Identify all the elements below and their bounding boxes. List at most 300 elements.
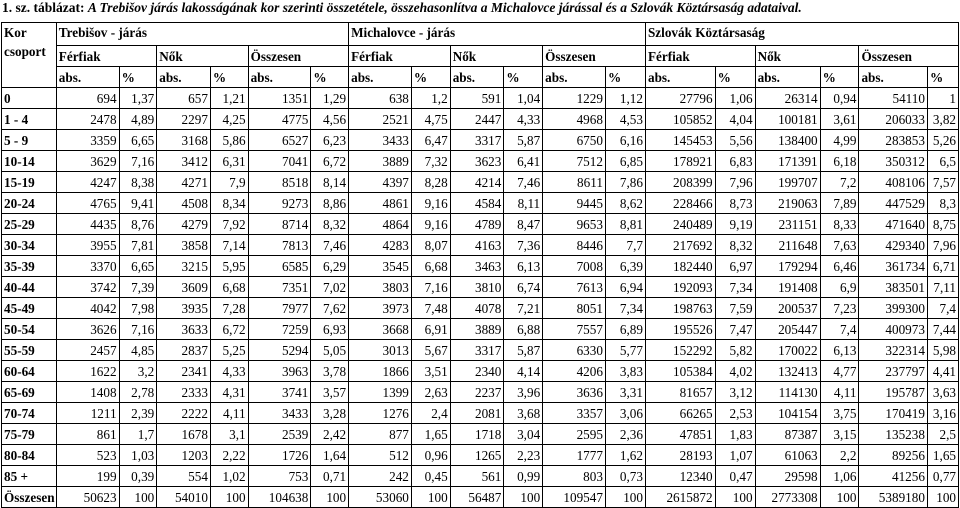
table-row bbox=[2, 487, 959, 508]
abs-header: abs. bbox=[248, 67, 311, 88]
percent-cell: 8,14 bbox=[311, 172, 349, 193]
percent-cell: 2,42 bbox=[311, 424, 349, 445]
abs-cell: 199707 bbox=[755, 172, 820, 193]
percent-cell: 100 bbox=[311, 487, 349, 508]
percent-cell: 7,98 bbox=[119, 298, 157, 319]
percent-cell: 6,13 bbox=[504, 256, 543, 277]
abs-cell: 240489 bbox=[645, 214, 715, 235]
abs-header: abs. bbox=[450, 67, 504, 88]
abs-cell: 3623 bbox=[450, 151, 504, 172]
abs-cell: 145453 bbox=[645, 130, 715, 151]
abs-cell: 2478 bbox=[56, 109, 119, 130]
table-row bbox=[2, 214, 959, 235]
abs-cell: 231151 bbox=[755, 214, 820, 235]
age-group-label: 5 - 9 bbox=[2, 130, 57, 151]
percent-cell: 2,78 bbox=[119, 382, 157, 403]
abs-cell: 5294 bbox=[248, 340, 311, 361]
percent-cell: 8,62 bbox=[605, 193, 645, 214]
abs-cell: 242 bbox=[349, 466, 412, 487]
percent-cell: 9,19 bbox=[715, 214, 755, 235]
percent-cell: 6,9 bbox=[820, 277, 859, 298]
abs-cell: 8051 bbox=[543, 298, 606, 319]
age-group-label: 80-84 bbox=[2, 445, 57, 466]
abs-cell: 195787 bbox=[859, 382, 928, 403]
abs-cell: 54110 bbox=[859, 88, 928, 109]
abs-cell: 6527 bbox=[248, 130, 311, 151]
abs-cell: 4765 bbox=[56, 193, 119, 214]
abs-cell: 7977 bbox=[248, 298, 311, 319]
abs-cell: 237797 bbox=[859, 361, 928, 382]
abs-cell: 7512 bbox=[543, 151, 606, 172]
abs-cell: 1408 bbox=[56, 382, 119, 403]
abs-cell: 191408 bbox=[755, 277, 820, 298]
percent-cell: 6,31 bbox=[210, 151, 248, 172]
group-header: Nők bbox=[450, 46, 542, 67]
percent-cell: 7,62 bbox=[311, 298, 349, 319]
abs-cell: 89256 bbox=[859, 445, 928, 466]
percent-cell: 100 bbox=[119, 487, 157, 508]
percent-cell: 7,9 bbox=[210, 172, 248, 193]
abs-cell: 195526 bbox=[645, 319, 715, 340]
percent-cell: 7,02 bbox=[311, 277, 349, 298]
percent-cell: 4,31 bbox=[210, 382, 248, 403]
percent-cell: 0,77 bbox=[927, 466, 958, 487]
abs-cell: 7557 bbox=[543, 319, 606, 340]
percent-cell: 4,77 bbox=[820, 361, 859, 382]
abs-cell: 1726 bbox=[248, 445, 311, 466]
table-body bbox=[2, 88, 959, 508]
percent-cell: 3,63 bbox=[927, 382, 958, 403]
age-group-label: 40-44 bbox=[2, 277, 57, 298]
table-row bbox=[2, 130, 959, 151]
abs-cell: 657 bbox=[157, 88, 211, 109]
table-row bbox=[2, 403, 959, 424]
abs-cell: 2595 bbox=[543, 424, 606, 445]
age-group-label: 0 bbox=[2, 88, 57, 109]
percent-cell: 6,83 bbox=[715, 151, 755, 172]
abs-cell: 3317 bbox=[450, 340, 504, 361]
abs-cell: 171391 bbox=[755, 151, 820, 172]
age-group-label: 25-29 bbox=[2, 214, 57, 235]
abs-cell: 198763 bbox=[645, 298, 715, 319]
percent-cell: 1,62 bbox=[605, 445, 645, 466]
group-header: Összesen bbox=[543, 46, 646, 67]
abs-cell: 53060 bbox=[349, 487, 412, 508]
table-row bbox=[2, 340, 959, 361]
abs-cell: 1718 bbox=[450, 424, 504, 445]
percent-cell: 3,57 bbox=[311, 382, 349, 403]
abs-cell: 217692 bbox=[645, 235, 715, 256]
abs-cell: 3742 bbox=[56, 277, 119, 298]
percent-cell: 6,65 bbox=[119, 256, 157, 277]
abs-cell: 638 bbox=[349, 88, 412, 109]
abs-cell: 861 bbox=[56, 424, 119, 445]
abs-cell: 4435 bbox=[56, 214, 119, 235]
abs-cell: 1276 bbox=[349, 403, 412, 424]
percent-header: % bbox=[119, 67, 157, 88]
percent-cell: 0,71 bbox=[311, 466, 349, 487]
abs-cell: 7613 bbox=[543, 277, 606, 298]
group-header: Férfiak bbox=[645, 46, 755, 67]
abs-cell: 4864 bbox=[349, 214, 412, 235]
abs-cell: 152292 bbox=[645, 340, 715, 361]
table-row bbox=[2, 361, 959, 382]
percent-cell: 8,76 bbox=[119, 214, 157, 235]
region-header-trebisov: Trebišov - járás bbox=[56, 23, 348, 46]
percent-cell: 100 bbox=[820, 487, 859, 508]
percent-cell: 5,95 bbox=[210, 256, 248, 277]
percent-cell: 5,56 bbox=[715, 130, 755, 151]
age-group-label: 35-39 bbox=[2, 256, 57, 277]
age-group-label: 30-34 bbox=[2, 235, 57, 256]
abs-cell: 512 bbox=[349, 445, 412, 466]
abs-cell: 2837 bbox=[157, 340, 211, 361]
population-table bbox=[1, 22, 959, 508]
caption-text: A Trebišov járás lakosságának kor szerinti összetétele, összehasonlítva a Michalovce járással és a Szlovák Köztársaság adataival. bbox=[87, 0, 802, 15]
abs-cell: 1229 bbox=[543, 88, 606, 109]
percent-cell: 4,53 bbox=[605, 109, 645, 130]
abs-cell: 2521 bbox=[349, 109, 412, 130]
abs-cell: 1265 bbox=[450, 445, 504, 466]
percent-cell: 5,77 bbox=[605, 340, 645, 361]
abs-cell: 3668 bbox=[349, 319, 412, 340]
caption-number: 1. sz. táblázat: bbox=[2, 0, 85, 15]
percent-header: % bbox=[411, 67, 450, 88]
age-group-label: 45-49 bbox=[2, 298, 57, 319]
abs-cell: 1399 bbox=[349, 382, 412, 403]
abs-cell: 2340 bbox=[450, 361, 504, 382]
percent-cell: 6,23 bbox=[311, 130, 349, 151]
percent-header: % bbox=[605, 67, 645, 88]
abs-cell: 61063 bbox=[755, 445, 820, 466]
percent-cell: 8,28 bbox=[411, 172, 450, 193]
percent-cell: 7,16 bbox=[119, 151, 157, 172]
abs-cell: 523 bbox=[56, 445, 119, 466]
percent-cell: 4,25 bbox=[210, 109, 248, 130]
percent-cell: 3,28 bbox=[311, 403, 349, 424]
abs-cell: 219063 bbox=[755, 193, 820, 214]
percent-cell: 4,33 bbox=[210, 361, 248, 382]
percent-cell: 3,2 bbox=[119, 361, 157, 382]
abs-cell: 753 bbox=[248, 466, 311, 487]
percent-cell: 7,59 bbox=[715, 298, 755, 319]
percent-cell: 8,81 bbox=[605, 214, 645, 235]
abs-cell: 3626 bbox=[56, 319, 119, 340]
percent-cell: 2,63 bbox=[411, 382, 450, 403]
percent-cell: 5,25 bbox=[210, 340, 248, 361]
percent-cell: 6,74 bbox=[504, 277, 543, 298]
percent-cell: 7,14 bbox=[210, 235, 248, 256]
abs-header: abs. bbox=[543, 67, 606, 88]
abs-cell: 471640 bbox=[859, 214, 928, 235]
abs-cell: 104154 bbox=[755, 403, 820, 424]
percent-cell: 6,94 bbox=[605, 277, 645, 298]
percent-cell: 4,89 bbox=[119, 109, 157, 130]
percent-cell: 7,63 bbox=[820, 235, 859, 256]
percent-cell: 6,85 bbox=[605, 151, 645, 172]
percent-cell: 7,7 bbox=[605, 235, 645, 256]
percent-cell: 6,72 bbox=[210, 319, 248, 340]
percent-cell: 4,04 bbox=[715, 109, 755, 130]
percent-cell: 3,78 bbox=[311, 361, 349, 382]
abs-cell: 3609 bbox=[157, 277, 211, 298]
abs-cell: 3803 bbox=[349, 277, 412, 298]
abs-cell: 3317 bbox=[450, 130, 504, 151]
percent-cell: 8,86 bbox=[311, 193, 349, 214]
abs-cell: 1351 bbox=[248, 88, 311, 109]
abs-cell: 4789 bbox=[450, 214, 504, 235]
percent-cell: 6,72 bbox=[311, 151, 349, 172]
percent-cell: 5,67 bbox=[411, 340, 450, 361]
percent-cell: 7,81 bbox=[119, 235, 157, 256]
abs-cell: 2222 bbox=[157, 403, 211, 424]
percent-cell: 4,56 bbox=[311, 109, 349, 130]
percent-cell: 8,11 bbox=[504, 193, 543, 214]
abs-cell: 109547 bbox=[543, 487, 606, 508]
group-header: Férfiak bbox=[56, 46, 156, 67]
abs-header: abs. bbox=[755, 67, 820, 88]
percent-cell: 9,41 bbox=[119, 193, 157, 214]
header-row-subcolumns bbox=[2, 67, 959, 88]
age-group-label: 70-74 bbox=[2, 403, 57, 424]
abs-cell: 5389180 bbox=[859, 487, 928, 508]
percent-cell: 5,86 bbox=[210, 130, 248, 151]
percent-cell: 4,33 bbox=[504, 109, 543, 130]
abs-cell: 3433 bbox=[349, 130, 412, 151]
age-group-label: 85 + bbox=[2, 466, 57, 487]
percent-cell: 8,3 bbox=[927, 193, 958, 214]
abs-cell: 199 bbox=[56, 466, 119, 487]
abs-cell: 429340 bbox=[859, 235, 928, 256]
abs-cell: 2081 bbox=[450, 403, 504, 424]
percent-cell: 5,87 bbox=[504, 340, 543, 361]
abs-cell: 4508 bbox=[157, 193, 211, 214]
percent-cell: 4,11 bbox=[210, 403, 248, 424]
abs-cell: 54010 bbox=[157, 487, 211, 508]
abs-cell: 179294 bbox=[755, 256, 820, 277]
abs-cell: 2457 bbox=[56, 340, 119, 361]
abs-cell: 7351 bbox=[248, 277, 311, 298]
table-row bbox=[2, 172, 959, 193]
abs-cell: 2237 bbox=[450, 382, 504, 403]
abs-cell: 3013 bbox=[349, 340, 412, 361]
age-group-label: 50-54 bbox=[2, 319, 57, 340]
abs-cell: 3810 bbox=[450, 277, 504, 298]
abs-cell: 138400 bbox=[755, 130, 820, 151]
table-caption bbox=[2, 0, 958, 16]
abs-cell: 8611 bbox=[543, 172, 606, 193]
percent-cell: 8,47 bbox=[504, 214, 543, 235]
percent-header: % bbox=[210, 67, 248, 88]
percent-cell: 8,38 bbox=[119, 172, 157, 193]
percent-cell: 7,4 bbox=[820, 319, 859, 340]
percent-cell: 7,2 bbox=[820, 172, 859, 193]
percent-cell: 1,64 bbox=[311, 445, 349, 466]
abs-cell: 1211 bbox=[56, 403, 119, 424]
abs-cell: 4078 bbox=[450, 298, 504, 319]
percent-cell: 6,5 bbox=[927, 151, 958, 172]
abs-cell: 3433 bbox=[248, 403, 311, 424]
percent-cell: 100 bbox=[715, 487, 755, 508]
percent-cell: 3,51 bbox=[411, 361, 450, 382]
abs-cell: 4271 bbox=[157, 172, 211, 193]
table-row bbox=[2, 151, 959, 172]
percent-cell: 8,07 bbox=[411, 235, 450, 256]
abs-cell: 3370 bbox=[56, 256, 119, 277]
percent-cell: 8,32 bbox=[311, 214, 349, 235]
table-row bbox=[2, 193, 959, 214]
table-row bbox=[2, 424, 959, 445]
table-row bbox=[2, 382, 959, 403]
abs-cell: 6585 bbox=[248, 256, 311, 277]
table-row bbox=[2, 298, 959, 319]
percent-cell: 2,4 bbox=[411, 403, 450, 424]
abs-cell: 3633 bbox=[157, 319, 211, 340]
percent-cell: 7,34 bbox=[605, 298, 645, 319]
abs-cell: 1678 bbox=[157, 424, 211, 445]
abs-cell: 8446 bbox=[543, 235, 606, 256]
abs-cell: 1622 bbox=[56, 361, 119, 382]
abs-cell: 206033 bbox=[859, 109, 928, 130]
age-group-label: 10-14 bbox=[2, 151, 57, 172]
abs-cell: 803 bbox=[543, 466, 606, 487]
percent-cell: 6,97 bbox=[715, 256, 755, 277]
abs-cell: 322314 bbox=[859, 340, 928, 361]
header-row-regions bbox=[2, 23, 959, 46]
percent-cell: 7,21 bbox=[504, 298, 543, 319]
percent-cell: 3,04 bbox=[504, 424, 543, 445]
abs-cell: 4206 bbox=[543, 361, 606, 382]
region-header-michalovce: Michalovce - járás bbox=[349, 23, 646, 46]
percent-cell: 1,12 bbox=[605, 88, 645, 109]
header-row-groups bbox=[2, 46, 959, 67]
percent-cell: 4,02 bbox=[715, 361, 755, 382]
table-row bbox=[2, 88, 959, 109]
abs-cell: 3963 bbox=[248, 361, 311, 382]
abs-cell: 2333 bbox=[157, 382, 211, 403]
percent-cell: 6,47 bbox=[411, 130, 450, 151]
percent-cell: 5,05 bbox=[311, 340, 349, 361]
percent-cell: 0,47 bbox=[715, 466, 755, 487]
percent-cell: 0,73 bbox=[605, 466, 645, 487]
percent-cell: 1 bbox=[927, 88, 958, 109]
percent-cell: 100 bbox=[504, 487, 543, 508]
percent-cell: 6,13 bbox=[820, 340, 859, 361]
abs-cell: 178921 bbox=[645, 151, 715, 172]
percent-cell: 7,89 bbox=[820, 193, 859, 214]
percent-cell: 7,48 bbox=[411, 298, 450, 319]
percent-cell: 6,41 bbox=[504, 151, 543, 172]
percent-header: % bbox=[927, 67, 958, 88]
abs-cell: 400973 bbox=[859, 319, 928, 340]
abs-cell: 2447 bbox=[450, 109, 504, 130]
percent-cell: 7,39 bbox=[119, 277, 157, 298]
age-group-label: 15-19 bbox=[2, 172, 57, 193]
abs-cell: 3935 bbox=[157, 298, 211, 319]
abs-cell: 554 bbox=[157, 466, 211, 487]
percent-cell: 7,34 bbox=[715, 277, 755, 298]
percent-cell: 100 bbox=[411, 487, 450, 508]
abs-cell: 56487 bbox=[450, 487, 504, 508]
percent-cell: 0,94 bbox=[820, 88, 859, 109]
age-group-label: 20-24 bbox=[2, 193, 57, 214]
percent-cell: 2,53 bbox=[715, 403, 755, 424]
abs-cell: 7813 bbox=[248, 235, 311, 256]
percent-cell: 8,34 bbox=[210, 193, 248, 214]
percent-cell: 100 bbox=[605, 487, 645, 508]
age-group-header: Kor csoport bbox=[2, 23, 57, 88]
abs-cell: 2539 bbox=[248, 424, 311, 445]
percent-cell: 7,57 bbox=[927, 172, 958, 193]
abs-cell: 350312 bbox=[859, 151, 928, 172]
abs-cell: 447529 bbox=[859, 193, 928, 214]
percent-cell: 6,93 bbox=[311, 319, 349, 340]
abs-cell: 4283 bbox=[349, 235, 412, 256]
table-row bbox=[2, 445, 959, 466]
age-group-label: 75-79 bbox=[2, 424, 57, 445]
percent-cell: 2,22 bbox=[210, 445, 248, 466]
abs-cell: 361734 bbox=[859, 256, 928, 277]
percent-cell: 8,75 bbox=[927, 214, 958, 235]
abs-cell: 100181 bbox=[755, 109, 820, 130]
abs-cell: 1866 bbox=[349, 361, 412, 382]
abs-cell: 27796 bbox=[645, 88, 715, 109]
abs-cell: 3545 bbox=[349, 256, 412, 277]
percent-header: % bbox=[715, 67, 755, 88]
percent-cell: 2,23 bbox=[504, 445, 543, 466]
abs-cell: 192093 bbox=[645, 277, 715, 298]
percent-cell: 7,92 bbox=[210, 214, 248, 235]
percent-cell: 1,06 bbox=[715, 88, 755, 109]
percent-header: % bbox=[311, 67, 349, 88]
abs-cell: 4968 bbox=[543, 109, 606, 130]
abs-cell: 283853 bbox=[859, 130, 928, 151]
abs-cell: 7041 bbox=[248, 151, 311, 172]
abs-cell: 4775 bbox=[248, 109, 311, 130]
abs-cell: 9445 bbox=[543, 193, 606, 214]
abs-cell: 205447 bbox=[755, 319, 820, 340]
abs-cell: 408106 bbox=[859, 172, 928, 193]
abs-cell: 2615872 bbox=[645, 487, 715, 508]
abs-header: abs. bbox=[859, 67, 928, 88]
abs-cell: 8518 bbox=[248, 172, 311, 193]
abs-cell: 7008 bbox=[543, 256, 606, 277]
percent-cell: 3,82 bbox=[927, 109, 958, 130]
abs-cell: 28193 bbox=[645, 445, 715, 466]
abs-cell: 4042 bbox=[56, 298, 119, 319]
percent-cell: 5,82 bbox=[715, 340, 755, 361]
percent-cell: 1,06 bbox=[820, 466, 859, 487]
percent-cell: 0,39 bbox=[119, 466, 157, 487]
percent-cell: 100 bbox=[210, 487, 248, 508]
group-header: Férfiak bbox=[349, 46, 451, 67]
percent-cell: 3,12 bbox=[715, 382, 755, 403]
abs-cell: 105384 bbox=[645, 361, 715, 382]
percent-cell: 1,2 bbox=[411, 88, 450, 109]
percent-cell: 8,32 bbox=[715, 235, 755, 256]
percent-cell: 8,33 bbox=[820, 214, 859, 235]
percent-cell: 3,15 bbox=[820, 424, 859, 445]
percent-cell: 7,96 bbox=[715, 172, 755, 193]
percent-cell: 7,11 bbox=[927, 277, 958, 298]
abs-cell: 3955 bbox=[56, 235, 119, 256]
percent-cell: 2,36 bbox=[605, 424, 645, 445]
abs-header: abs. bbox=[645, 67, 715, 88]
percent-cell: 1,7 bbox=[119, 424, 157, 445]
age-group-label: Összesen bbox=[2, 487, 57, 508]
abs-cell: 200537 bbox=[755, 298, 820, 319]
abs-cell: 3889 bbox=[450, 319, 504, 340]
